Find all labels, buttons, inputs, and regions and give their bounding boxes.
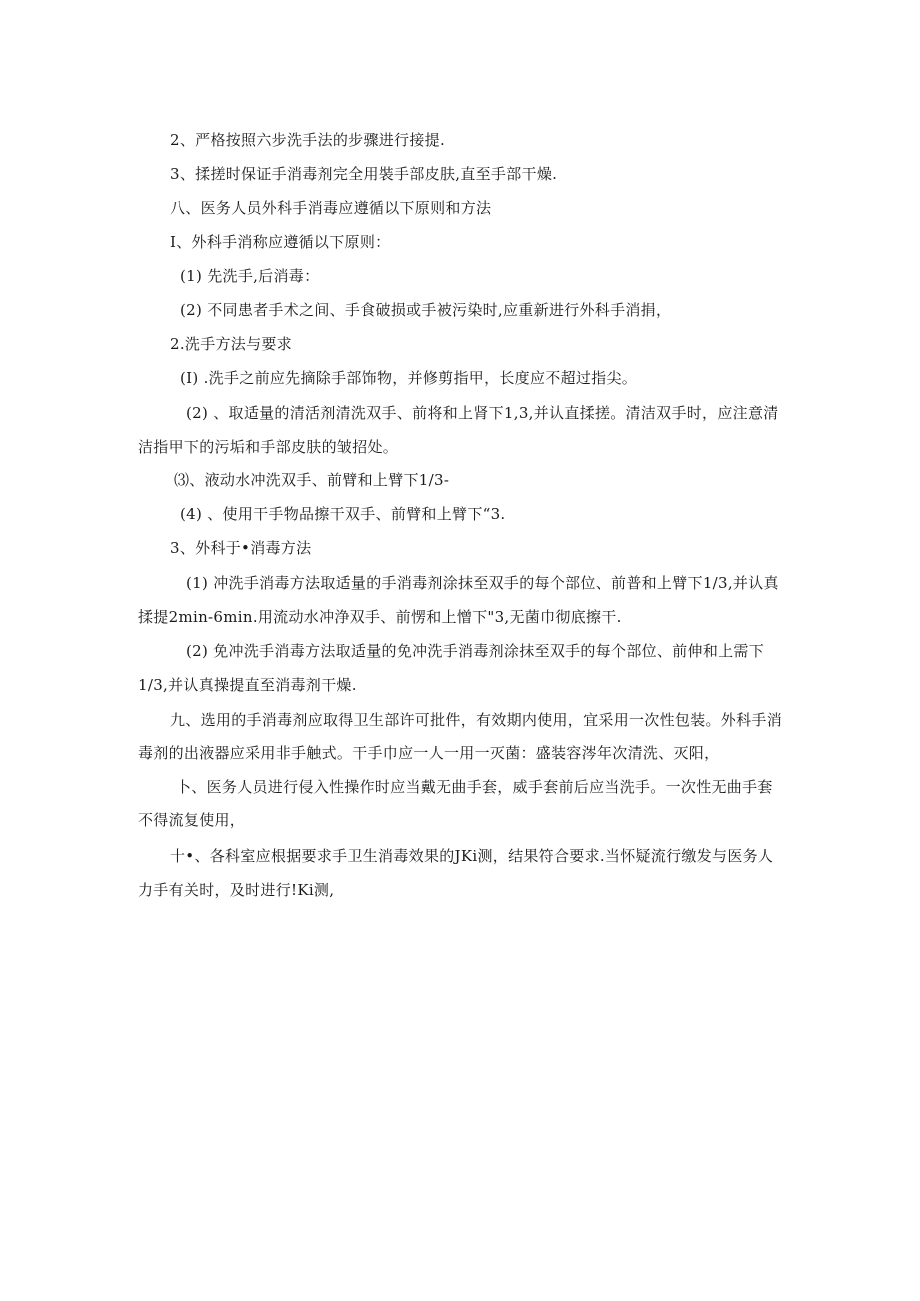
text-line-5: (1) 先洗手,后消毒：	[180, 267, 320, 285]
text-line-4: I、外科手消称应遵循以下原则：	[170, 233, 391, 251]
text-line-15: 揉提2min-6min.用流动水冲浄双手、前愣和上憎下"3,无菌巾彻底擦干.	[138, 608, 622, 626]
text-line-11: ⑶、液动水冲洗双手、前臂和上臂下1/3-	[174, 471, 450, 489]
section-heading-10: 卜、医务人员进行侵入性操作时应当戴无曲手套，威手套前后应当洗手。一次性无曲手套	[176, 778, 773, 796]
text-line-12: (4) 、使用干手物品擦干双手、前臂和上臂下“3.	[180, 505, 506, 523]
section-heading-11: 十•、各科室应根据要求手卫生消毒效果的JKi测，结果符合要求.当怀疑流行缴发与医务人	[170, 847, 774, 865]
text-line-8: (I) .洗手之前应先摘除手部饰物，并修剪指甲，长度应不超过指尖。	[180, 369, 638, 387]
subsection-heading-disinfection-method: 3、外科于•消毒方法	[170, 539, 312, 557]
text-line-10: 洁指甲下的污垢和手部皮肤的皱招处。	[138, 438, 399, 456]
text-line-23: 力手有关时，及时进行!Ki测,	[138, 881, 335, 899]
text-line-9: (2) 、取适量的清活剂清洗双手、前将和上肾下1,3,并认直揉搓。清洁双手时，应注意清	[186, 404, 779, 422]
section-heading-9: 九、选用的手消毒剂应取得卫生部许可批件，有效期内使用，宜采用一次性包装。外科手消	[170, 711, 783, 729]
text-line-19: 毒剂的出液器应采用非手触式。干手巾应一人一用一灭菌：盛装容涔年次清洗、灭阳，	[138, 744, 720, 762]
text-line-17: 1/3,并认真操提直至消毒剂干燥.	[138, 676, 357, 694]
text-line-21: 不得流复使用，	[138, 811, 246, 829]
text-line-1: 2、严格按照六步洗手法的步骤进行接提.	[170, 131, 446, 149]
text-line-6: (2) 不同患者手术之间、手食破损或手被污染时,应重新进行外科手消捐，	[180, 301, 672, 319]
section-heading-8: 八、医务人员外科手消毒应遵循以下原则和方法	[170, 199, 492, 217]
text-line-2: 3、揉搓时保证手消毒剂完全用裝手部皮肤,直至手部干燥.	[170, 165, 558, 183]
subsection-heading-wash-method: 2.洗手方法与要求	[170, 335, 293, 353]
text-line-14: (1) 冲洗手消毒方法取适量的手消毒剂涂抹至双手的每个部位、前普和上臂下1/3,并认真	[186, 574, 779, 592]
text-line-16: (2) 免冲洗手消毒方法取适量的免冲洗手消毒剂涂抹至双手的每个部位、前伸和上需下	[186, 642, 765, 660]
